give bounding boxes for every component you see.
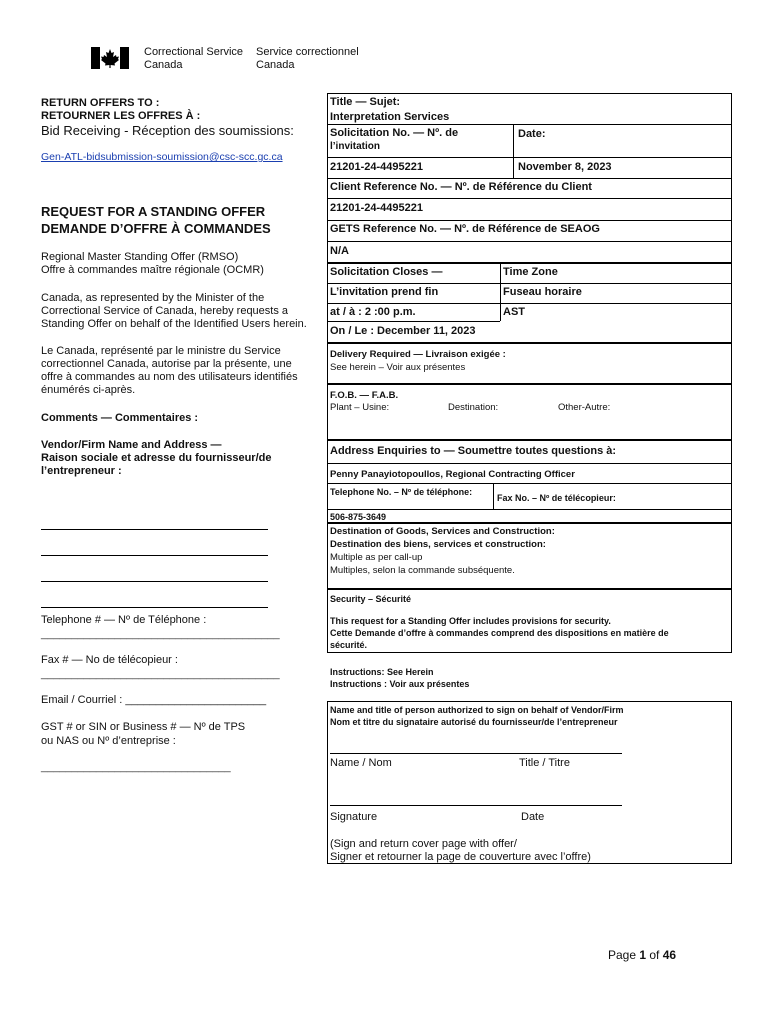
fob-other: Other-Autre: <box>558 402 611 413</box>
destination-label-en: Destination of Goods, Services and Construction: <box>330 526 555 537</box>
delivery-label: Delivery Required — Livraison exigée : <box>330 349 506 360</box>
org-name-en-line1: Correctional Service <box>144 46 244 58</box>
title-value: Interpretation Services <box>330 111 450 123</box>
instructions-en: Instructions: See Herein <box>330 667 434 677</box>
solicitation-no-value: 21201-24-4495221 <box>330 161 423 173</box>
intro-fr-line: correctionnel Canada, autorise par la présente, une <box>41 358 292 370</box>
signature-date-label: Date <box>521 811 545 823</box>
fob-label: F.O.B. — F.A.B. <box>330 390 399 401</box>
gst-label-2: ou NAS ou Nº d’entreprise : <box>41 735 176 747</box>
rmso-en: Regional Master Standing Offer (RMSO) <box>41 251 239 263</box>
closing-date: On / Le : December 11, 2023 <box>330 325 476 337</box>
intro-fr-line: offre à commandes au nom des utilisateurs identifiés <box>41 371 298 383</box>
org-name-fr <box>256 46 359 72</box>
intro-paragraph-fr <box>41 345 298 397</box>
page-total: 46 <box>662 948 677 962</box>
closes-fr: L’invitation prend fin <box>330 286 439 298</box>
bid-email-link[interactable]: Gen-ATL-bidsubmission-soumission@csc-scc.gc.ca <box>41 151 283 163</box>
title-label: Title — Sujet: <box>330 96 401 108</box>
delivery-value: See herein – Voir aux présentes <box>330 362 466 373</box>
email-field[interactable]: Email / Courriel : _______________________ <box>41 694 267 706</box>
intro-en-line: Standing Offer on behalf of the Identified Users herein. <box>41 318 307 330</box>
vendor-label <box>41 439 271 478</box>
vendor-address-line[interactable] <box>41 607 268 608</box>
telephone-label: Telephone # — Nº de Téléphone : <box>41 614 207 626</box>
signature-label: Signature <box>330 811 378 823</box>
vendor-address-line[interactable] <box>41 581 268 582</box>
org-name-fr-line1: Service correctionnel <box>256 46 359 58</box>
enquiries-label: Address Enquiries to — Soumettre toutes questions à: <box>330 445 617 457</box>
doc-title-en: REQUEST FOR A STANDING OFFER <box>41 204 266 219</box>
fax-label: Fax # — No de télécopieur : <box>41 654 178 666</box>
signatory-label-fr: Nom et titre du signataire autorisé du fournisseur/de l’entrepreneur <box>330 717 618 727</box>
gst-blank[interactable]: _______________________________ <box>41 761 231 773</box>
return-note-2: Signer et retourner la page de couverture avec l’offre) <box>330 851 591 863</box>
title-field-label: Title / Titre <box>519 757 570 769</box>
client-ref-value: 21201-24-4495221 <box>330 202 423 214</box>
rmso-fr: Offre à commandes maître régionale (OCMR) <box>41 264 264 276</box>
signatory-label-en: Name and title of person authorized to sign on behalf of Vendor/Firm <box>330 705 624 715</box>
vendor-address-line[interactable] <box>41 555 268 556</box>
destination-label-fr: Destination des biens, services et construction: <box>330 539 546 550</box>
closes-label: Solicitation Closes — <box>330 266 443 278</box>
return-note-1: (Sign and return cover page with offer/ <box>330 838 517 850</box>
signatory-name-line[interactable] <box>330 753 622 754</box>
comments-label: Comments — Commentaires : <box>41 412 199 424</box>
return-offers-fr: RETOURNER LES OFFRES À : <box>41 110 201 122</box>
gst-label-1: GST # or SIN or Business # — Nº de TPS <box>41 721 246 733</box>
page-number <box>608 948 676 962</box>
vendor-label-line: Raison sociale et adresse du fournisseur/de <box>41 452 272 464</box>
security-text-fr-1: Cette Demande d’offre à commandes comprend des dispositions en matière de <box>330 628 669 638</box>
intro-fr-line: énumérés ci-après. <box>41 384 136 396</box>
fob-destination: Destination: <box>448 402 499 413</box>
org-name-en <box>144 46 243 72</box>
intro-paragraph-en <box>41 292 307 331</box>
timezone-value: AST <box>503 306 525 318</box>
destination-value-en: Multiple as per call-up <box>330 552 423 563</box>
solicitation-no-label-line: Solicitation No. — Nº. de <box>330 127 459 139</box>
gets-value: N/A <box>330 245 349 257</box>
solicitation-no-label <box>330 127 458 153</box>
contact-name: Penny Panayiotopoullos, Regional Contracting Officer <box>330 469 575 480</box>
page-of: of <box>646 948 663 962</box>
fob-plant: Plant – Usine: <box>330 402 390 413</box>
doc-title-fr: DEMANDE D’OFFRE À COMMANDES <box>41 221 271 236</box>
vendor-label-line: Vendor/Firm Name and Address — <box>41 439 222 451</box>
date-label: Date: <box>518 128 546 140</box>
telephone-no-label: Telephone No. – Nº de téléphone: <box>330 487 473 497</box>
fax-no-label: Fax No. – Nº de télécopieur: <box>497 493 616 503</box>
closing-time: at / à : 2 :00 p.m. <box>330 306 416 318</box>
page-current: 1 <box>639 948 647 962</box>
security-text-en: This request for a Standing Offer includes provisions for security. <box>330 616 611 626</box>
vendor-address-line[interactable] <box>41 529 268 530</box>
org-name-fr-line2: Canada <box>256 59 295 71</box>
fax-blank[interactable]: _______________________________________ <box>41 668 280 680</box>
intro-en-line: Canada, as represented by the Minister of the <box>41 292 265 304</box>
timezone-fr: Fuseau horaire <box>503 286 582 298</box>
solicitation-no-label-line: l’invitation <box>330 141 380 152</box>
name-label: Name / Nom <box>330 757 392 769</box>
bid-receiving: Bid Receiving - Réception des soumissions: <box>41 123 294 138</box>
intro-fr-line: Le Canada, représenté par le ministre du Service <box>41 345 281 357</box>
telephone-blank[interactable]: _______________________________________ <box>41 628 280 640</box>
security-text-fr-2: sécurité. <box>330 640 368 650</box>
telephone-no-value: 506-875-3649 <box>330 512 387 522</box>
intro-en-line: Correctional Service of Canada, hereby requests a <box>41 305 289 317</box>
client-ref-label: Client Reference No. — Nº. de Référence du Client <box>330 181 592 193</box>
return-offers-en: RETURN OFFERS TO : <box>41 97 160 109</box>
date-value: November 8, 2023 <box>518 161 612 173</box>
page-prefix: Page <box>608 948 640 962</box>
timezone-label: Time Zone <box>503 266 558 278</box>
org-name-en-line2: Canada <box>144 59 183 71</box>
gets-label: GETS Reference No. — Nº. de Référence de SEAOG <box>330 223 600 235</box>
canada-flag-icon <box>91 47 129 69</box>
destination-value-fr: Multiples, selon la commande subséquente. <box>330 565 515 576</box>
signature-line[interactable] <box>330 805 622 806</box>
security-label: Security – Sécurité <box>330 594 412 604</box>
instructions-fr: Instructions : Voir aux présentes <box>330 679 470 689</box>
vendor-label-line: l’entrepreneur : <box>41 465 122 477</box>
